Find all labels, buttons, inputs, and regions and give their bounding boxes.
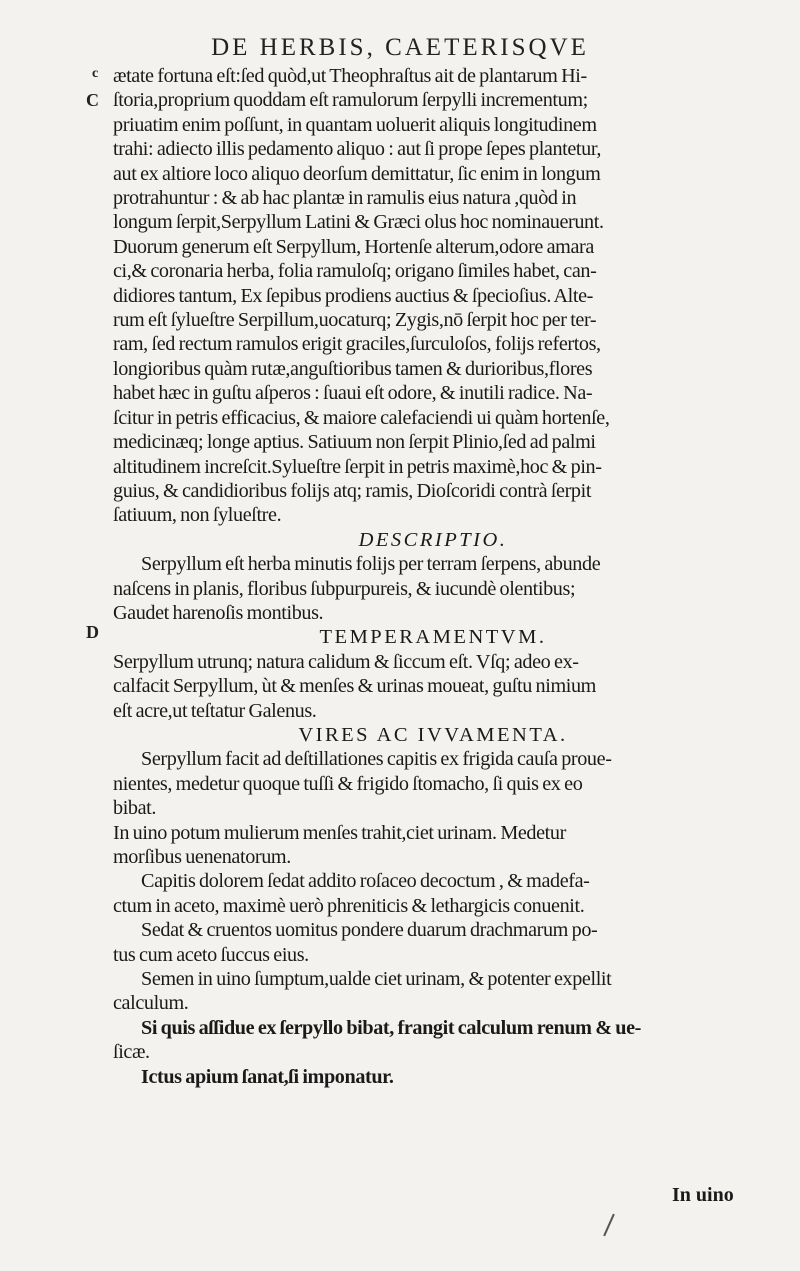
- text-line: rum eſt ſylueſtre Serpillum,uocaturq; Zygis,nō ſerpit hoc per ter-: [113, 309, 597, 332]
- text-line: nientes, medetur quoque tuſſi & frigido ſtomacho, ſi quis ex eo: [113, 772, 583, 795]
- text-line: didiores tantum, Ex ſepibus prodiens auctius & ſpecioſius. Alte-: [113, 284, 593, 307]
- text-line: ram, ſed rectum ramulos erigit graciles,ſurculoſos, folijs refertos,: [113, 333, 601, 356]
- text-line: ci,& coronaria herba, folia ramuloſq; origano ſimiles habet, can-: [113, 260, 597, 283]
- text-line: Serpyllum facit ad deſtillationes capitis ex frigida cauſa proue-: [141, 748, 612, 771]
- text-line: calculum.: [113, 992, 189, 1015]
- text-line: Gaudet harenoſis montibus.: [113, 601, 324, 624]
- margin-letter-c: C: [86, 90, 99, 110]
- text-line: ætate fortuna eſt:ſed quòd,ut Theophraſtus ait de plantarum Hi-: [113, 65, 587, 87]
- margin-letter-d: D: [86, 622, 99, 642]
- text-line: calfacit Serpyllum, ùt & menſes & urinas moueat, guſtu nimium: [113, 675, 596, 698]
- text-line: bibat.: [113, 797, 157, 820]
- text-line: guius, & candidioribus folijs atq; ramis, Dioſcoridi contrà ſerpit: [113, 479, 592, 502]
- text-line: ſatiuum, non ſylueſtre.: [113, 504, 282, 527]
- text-line: Semen in uino ſumptum,ualde ciet urinam, & potenter expellit: [141, 968, 612, 991]
- text-line: morſibus uenenatorum.: [113, 846, 291, 868]
- text-line: ſtoria,proprium quoddam eſt ramulorum ſerpylli incrementum;: [113, 89, 588, 112]
- running-header: DE HERBIS, CAETERISQVE: [211, 34, 589, 61]
- section-heading-vires: VIRES AC IVVAMENTA.: [298, 723, 568, 746]
- text-line: Capitis dolorem ſedat addito roſaceo decoctum , & madefa-: [141, 870, 590, 893]
- text-line: trahi: adiecto illis pedamento aliquo : aut ſi prope ſepes plantetur,: [113, 138, 601, 161]
- text-line: ctum in aceto, maximè uerò phreniticis & lethargicis conuenit.: [113, 894, 585, 917]
- text-line: priuatim enim poſſunt, in quantam uoluerit aliquis longitudinem: [113, 113, 597, 136]
- text-line: Duorum generum eſt Serpyllum, Hortenſe alterum,odore amara: [113, 235, 594, 258]
- ink-mark: [603, 1214, 615, 1237]
- main-text-block: [113, 64, 753, 1089]
- text-line: altitudinem increſcit.Sylueſtre ſerpit in petris maximè,hoc & pin-: [113, 455, 602, 478]
- margin-letter-c-small: c: [92, 66, 99, 81]
- text-line: Sedat & cruentos uomitus pondere duarum drachmarum po-: [141, 919, 598, 942]
- text-line: Ictus apium ſanat,ſi imponatur.: [141, 1065, 394, 1088]
- text-line: medicinæq; longe aptius. Satiuum non ſerpit Plinio,ſed ad palmi: [113, 431, 596, 454]
- text-line: ſcitur in petris efficacius, & maiore calefaciendi ui quàm hortenſe,: [113, 406, 610, 429]
- section-heading-descriptio: DESCRIPTIO.: [358, 528, 508, 551]
- text-line: Serpyllum eſt herba minutis folijs per terram ſerpens, abunde: [141, 553, 601, 576]
- text-line: Serpyllum utrunq; natura calidum & ſiccum eſt. Vſq; adeo ex-: [113, 650, 579, 673]
- text-line: protrahuntur : & ab hac plantæ in ramulis eius natura ,quòd in: [113, 187, 577, 210]
- text-line: Si quis aſſidue ex ſerpyllo bibat, frangit calculum renum & ue-: [141, 1016, 641, 1039]
- text-line: aut ex altiore loco aliquo deorſum demittatur, ſic enim in longum: [113, 162, 601, 185]
- catchword: In uino: [672, 1184, 734, 1206]
- text-line: longioribus quàm rutæ,anguſtioribus tamen & durioribus,flores: [113, 357, 593, 380]
- text-line: eſt acre,ut teſtatur Galenus.: [113, 699, 317, 722]
- text-line: ſicæ.: [113, 1041, 150, 1064]
- text-line: longum ſerpit,Serpyllum Latini & Græci olus hoc nominauerunt.: [113, 211, 604, 234]
- text-line: tus cum aceto ſuccus eius.: [113, 943, 309, 966]
- text-line: In uino potum mulierum menſes trahit,ciet urinam. Medetur: [113, 821, 566, 844]
- section-heading-temperamentum: TEMPERAMENTVM.: [319, 626, 547, 649]
- text-line: habet hæc in guſtu aſperos : ſuaui eſt odore, & inutili radice. Na-: [113, 382, 593, 405]
- text-line: naſcens in planis, floribus ſubpurpureis, & iucundè olentibus;: [113, 577, 576, 600]
